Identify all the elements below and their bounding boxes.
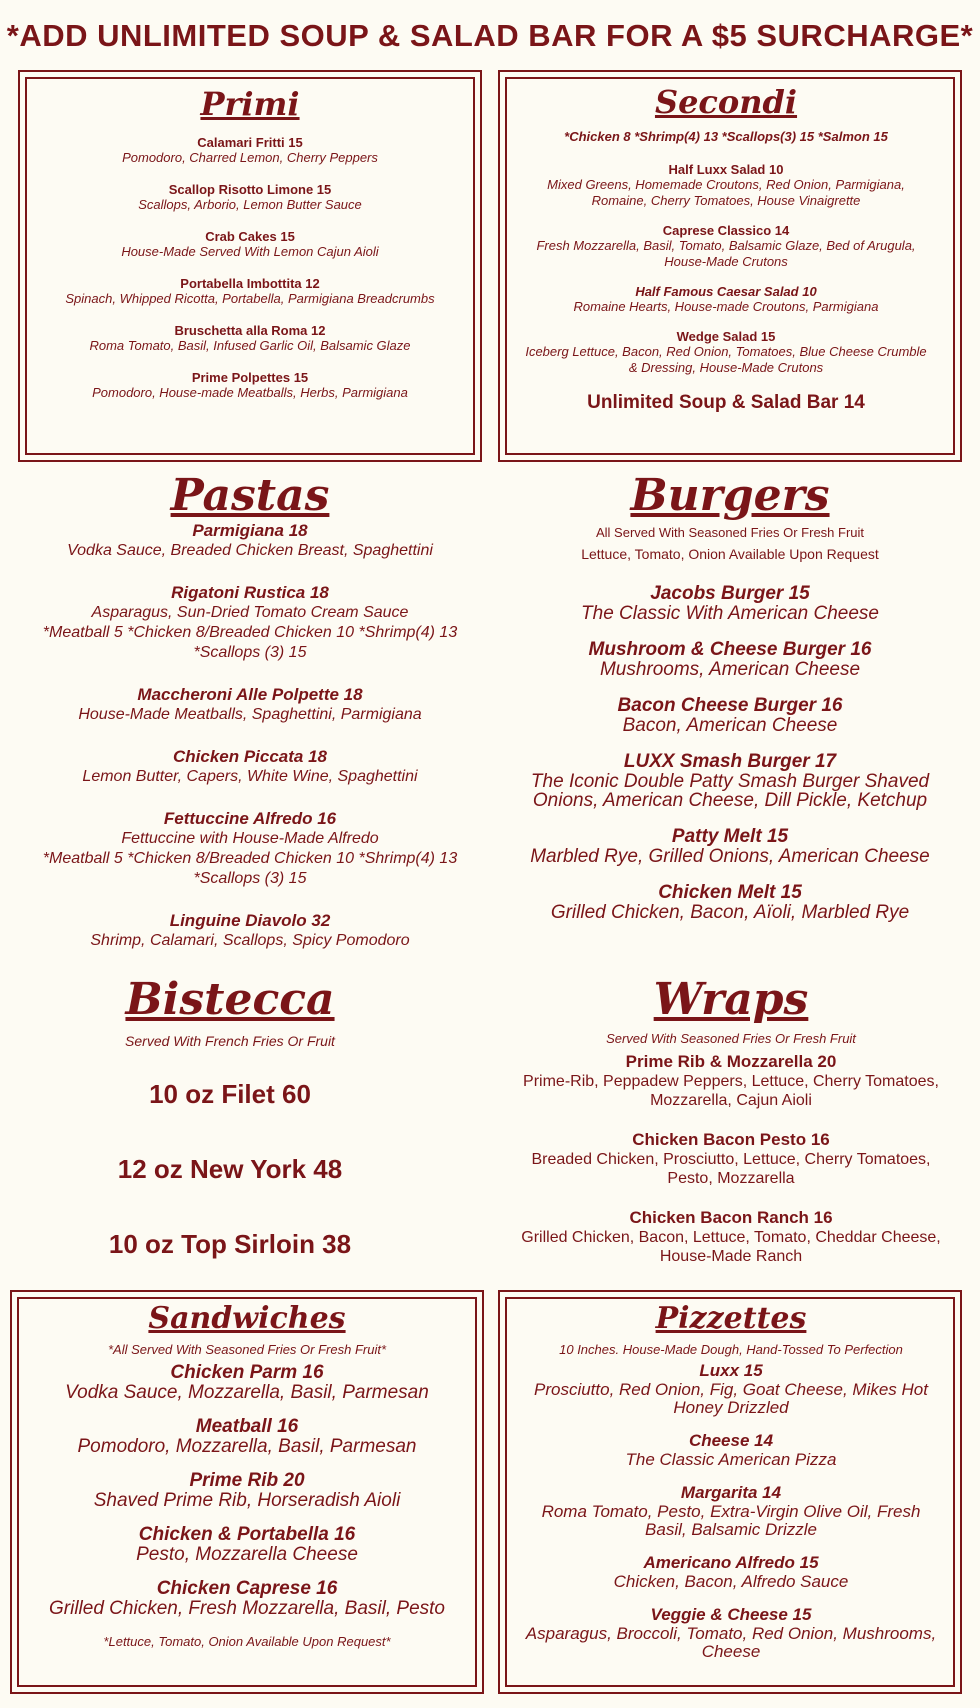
secondi-item	[521, 162, 931, 209]
item-desc: Lemon Butter, Capers, White Wine, Spaghettini	[82, 768, 418, 785]
secondi-addons: *Chicken 8 *Shrimp(4) 13 *Scallops(3) 15 *Salmon 15	[564, 129, 888, 144]
pastas-section	[10, 470, 490, 951]
sandwich-item	[19, 1525, 475, 1564]
item-desc: Roma Tomato, Basil, Infused Garlic Oil, Balsamic Glaze	[89, 338, 411, 353]
item-name: Mushroom & Cheese Burger 16	[588, 639, 872, 660]
item-name: Chicken Bacon Ranch 16	[629, 1208, 833, 1227]
item-desc: Shaved Prime Rib, Horseradish Aioli	[93, 1490, 401, 1511]
primi-item	[27, 229, 473, 260]
item-desc: Chicken, Bacon, Alfredo Sauce	[613, 1572, 849, 1591]
item-desc: Roma Tomato, Pesto, Extra-Virgin Olive Oil, Fresh Basil, Balsamic Drizzle	[541, 1502, 921, 1539]
burgers-note: All Served With Seasoned Fries Or Fresh Fruit	[595, 525, 865, 540]
item-name: Prime Polpettes 15	[191, 370, 309, 385]
item-name: LUXX Smash Burger 17	[623, 751, 837, 772]
item-desc: Vodka Sauce, Breaded Chicken Breast, Spaghettini	[67, 542, 433, 559]
wraps-note: Served With Seasoned Fries Or Fresh Fruit	[606, 1031, 856, 1046]
item-desc: Scallops, Arborio, Lemon Butter Sauce	[138, 197, 362, 212]
burgers-section	[510, 470, 950, 922]
item-name: Chicken Parm 16	[170, 1362, 324, 1383]
pizzettes-note: 10 Inches. House-Made Dough, Hand-Tossed To Perfection	[559, 1342, 903, 1357]
secondi-item	[521, 223, 931, 270]
burger-item	[510, 640, 950, 679]
bistecca-note: Served With French Fries Or Fruit	[125, 1033, 335, 1049]
item-desc: Prosciutto, Red Onion, Fig, Goat Cheese, Mikes Hot Honey Drizzled	[533, 1380, 928, 1417]
item-name: Scallop Risotto Limone 15	[168, 182, 332, 197]
sandwiches-title: Sandwiches	[148, 1301, 346, 1336]
item-desc: Spinach, Whipped Ricotta, Portabella, Parmigiana Breadcrumbs	[65, 291, 435, 306]
sandwiches-box	[10, 1290, 484, 1694]
item-desc: Asparagus, Sun-Dried Tomato Cream Sauce	[91, 604, 409, 621]
item-addons: *Meatball 5 *Chicken 8/Breaded Chicken 10 *Shrimp(4) 13	[42, 850, 458, 867]
steak-item: 12 oz New York 48	[117, 1154, 343, 1184]
item-desc: Mixed Greens, Homemade Croutons, Red Onion, Parmigiana, Romaine, Cherry Tomatoes, House Vinaigrette	[547, 177, 905, 208]
item-name: Meatball 16	[195, 1416, 299, 1437]
item-name: Fettuccine Alfredo 16	[163, 809, 337, 828]
pasta-item	[10, 583, 490, 663]
item-desc: Shrimp, Calamari, Scallops, Spicy Pomodoro	[90, 932, 410, 949]
item-desc: Fresh Mozzarella, Basil, Tomato, Balsamic Glaze, Bed of Arugula, House-Made Crutons	[536, 238, 916, 269]
item-name: Portabella Imbottita 12	[180, 276, 320, 291]
wraps-section	[496, 974, 966, 1266]
item-name: Prime Rib & Mozzarella 20	[625, 1052, 837, 1071]
item-desc: Mushrooms, American Cheese	[599, 659, 861, 680]
item-desc: The Classic With American Cheese	[581, 603, 879, 624]
item-name: Chicken & Portabella 16	[138, 1524, 356, 1545]
pizza-item	[521, 1605, 941, 1661]
sandwich-item	[19, 1363, 475, 1402]
primi-title: Primi	[200, 85, 300, 123]
item-name: Bacon Cheese Burger 16	[617, 695, 843, 716]
burger-item	[510, 752, 950, 810]
item-name: Americano Alfredo 15	[643, 1553, 819, 1572]
pizza-item	[521, 1483, 941, 1539]
item-desc: Pesto, Mozzarella Cheese	[136, 1544, 358, 1565]
item-name: Chicken Melt 15	[658, 882, 802, 903]
item-desc: The Classic American Pizza	[625, 1450, 837, 1469]
pasta-item	[10, 521, 490, 561]
item-name: Crab Cakes 15	[205, 229, 295, 244]
burgers-note: Lettuce, Tomato, Onion Available Upon Request	[581, 546, 879, 562]
primi-item	[27, 370, 473, 401]
item-name: Prime Rib 20	[189, 1470, 305, 1491]
wraps-title: Wraps	[653, 974, 809, 1025]
pasta-item	[10, 685, 490, 725]
item-name: Parmigiana 18	[192, 521, 308, 540]
secondi-item	[521, 329, 931, 376]
sandwiches-note: *All Served With Seasoned Fries Or Fresh Fruit*	[107, 1342, 387, 1357]
item-desc: Grilled Chicken, Fresh Mozzarella, Basil, Pesto	[49, 1598, 445, 1619]
unlimited-soup-salad: Unlimited Soup & Salad Bar 14	[587, 392, 865, 413]
item-desc: Breaded Chicken, Prosciutto, Lettuce, Cherry Tomatoes, Pesto, Mozzarella	[531, 1151, 931, 1187]
item-desc: The Iconic Double Patty Smash Burger Shaved Onions, American Cheese, Dill Pickle, Ketchup	[530, 771, 930, 811]
item-desc: Pomodoro, Charred Lemon, Cherry Peppers	[122, 150, 378, 165]
item-desc: Iceberg Lettuce, Bacon, Red Onion, Tomatoes, Blue Cheese Crumble & Dressing, House-Made Crutons	[525, 344, 927, 375]
item-desc: Vodka Sauce, Mozzarella, Basil, Parmesan	[65, 1382, 429, 1403]
item-desc: Pomodoro, House-made Meatballs, Herbs, Parmigiana	[92, 385, 408, 400]
pastas-title: Pastas	[170, 470, 330, 521]
item-name: Jacobs Burger 15	[650, 583, 810, 604]
bistecca-section	[10, 974, 450, 1260]
burger-item	[510, 696, 950, 735]
primi-box	[18, 70, 482, 462]
item-addons: *Scallops (3) 15	[193, 644, 307, 661]
surcharge-banner: *ADD UNLIMITED SOUP & SALAD BAR FOR A $5 SURCHARGE*	[6, 18, 974, 53]
item-desc: Grilled Chicken, Bacon, Lettuce, Tomato, Cheddar Cheese, House-Made Ranch	[521, 1229, 941, 1265]
pizzettes-box	[498, 1290, 962, 1694]
item-name: Cheese 14	[688, 1431, 774, 1450]
item-desc: Fettuccine with House-Made Alfredo	[121, 830, 379, 847]
item-desc: Prime-Rib, Peppadew Peppers, Lettuce, Cherry Tomatoes, Mozzarella, Cajun Aioli	[523, 1073, 939, 1109]
sandwich-item	[19, 1417, 475, 1456]
pizzettes-title: Pizzettes	[655, 1301, 807, 1336]
wrap-item	[496, 1130, 966, 1188]
primi-item	[27, 182, 473, 213]
secondi-title: Secondi	[654, 83, 798, 121]
item-desc: House-Made Served With Lemon Cajun Aioli	[121, 244, 379, 259]
item-addons: *Meatball 5 *Chicken 8/Breaded Chicken 10 *Shrimp(4) 13	[42, 624, 458, 641]
primi-item	[27, 135, 473, 166]
pizza-item	[521, 1553, 941, 1591]
sandwich-item	[19, 1579, 475, 1618]
item-name: Calamari Fritti 15	[197, 135, 303, 150]
item-desc: Asparagus, Broccoli, Tomato, Red Onion, Mushrooms, Cheese	[525, 1624, 937, 1661]
item-name: Chicken Bacon Pesto 16	[632, 1130, 830, 1149]
burger-item	[510, 584, 950, 623]
item-desc: Bacon, American Cheese	[622, 715, 838, 736]
pizza-item	[521, 1361, 941, 1417]
item-name: Chicken Caprese 16	[156, 1578, 338, 1599]
sandwiches-footer: *Lettuce, Tomato, Onion Available Upon Request*	[103, 1634, 391, 1649]
secondi-box	[498, 70, 962, 462]
item-name: Veggie & Cheese 15	[650, 1605, 812, 1624]
item-name: Maccheroni Alle Polpette 18	[137, 685, 363, 704]
item-name: Wedge Salad 15	[676, 329, 776, 344]
item-name: Margarita 14	[680, 1483, 782, 1502]
item-desc: Romaine Hearts, House-made Croutons, Parmigiana	[573, 299, 879, 314]
item-desc: Pomodoro, Mozzarella, Basil, Parmesan	[77, 1436, 417, 1457]
primi-item	[27, 276, 473, 307]
item-name: Half Famous Caesar Salad 10	[635, 284, 817, 299]
item-name: Caprese Classico 14	[662, 223, 790, 238]
burger-item	[510, 883, 950, 922]
item-name: Patty Melt 15	[671, 826, 789, 847]
pasta-item	[10, 809, 490, 889]
wrap-item	[496, 1052, 966, 1110]
item-name: Bruschetta alla Roma 12	[174, 323, 326, 338]
item-name: Luxx 15	[699, 1361, 763, 1380]
secondi-item	[521, 284, 931, 315]
item-name: Linguine Diavolo 32	[169, 911, 331, 930]
pizza-item	[521, 1431, 941, 1469]
wrap-item	[496, 1208, 966, 1266]
item-name: Chicken Piccata 18	[172, 747, 328, 766]
steak-item: 10 oz Filet 60	[149, 1079, 311, 1109]
item-desc: House-Made Meatballs, Spaghettini, Parmigiana	[78, 706, 422, 723]
steak-item: 10 oz Top Sirloin 38	[108, 1229, 352, 1259]
bistecca-title: Bistecca	[125, 974, 335, 1025]
pasta-item	[10, 911, 490, 951]
burgers-title: Burgers	[630, 470, 830, 521]
primi-item	[27, 323, 473, 354]
item-addons: *Scallops (3) 15	[193, 870, 307, 887]
sandwich-item	[19, 1471, 475, 1510]
item-name: Rigatoni Rustica 18	[171, 583, 329, 602]
item-name: Half Luxx Salad 10	[668, 162, 784, 177]
item-desc: Marbled Rye, Grilled Onions, American Cheese	[530, 846, 930, 867]
burger-item	[510, 827, 950, 866]
item-desc: Grilled Chicken, Bacon, Aïoli, Marbled Rye	[550, 902, 910, 923]
pasta-item	[10, 747, 490, 787]
